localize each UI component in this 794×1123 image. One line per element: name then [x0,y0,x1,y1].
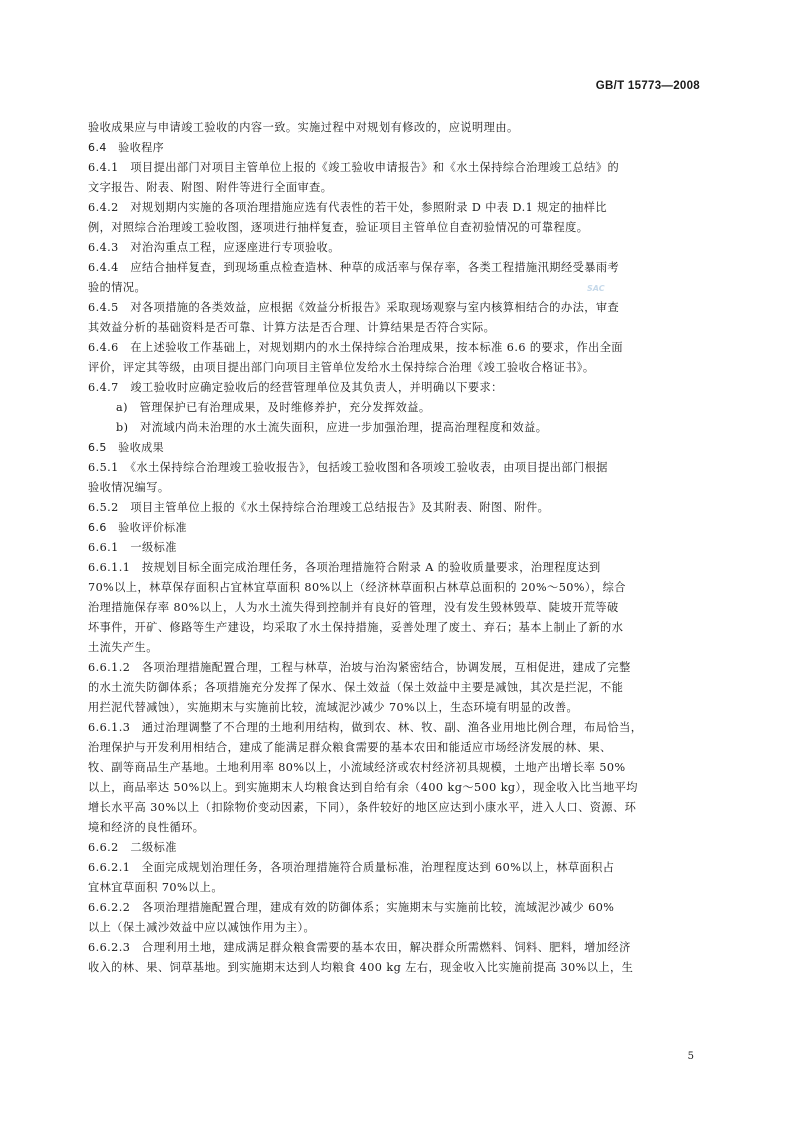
text-line: 6.6.2.1 全面完成规划治理任务，各项治理措施符合质量标准，治理程度达到 60%以上，林草面积占 [88,861,615,874]
text-line: 6.5.1 《水土保持综合治理竣工验收报告》，包括竣工验收图和各项竣工验收表，由项目提出部门根据 [88,461,608,474]
text-line: 6.6.1.1 按规划目标全面完成治理任务，各项治理措施符合附录 A 的验收质量要求，治理程度达到 [88,561,601,574]
text-line: 验收成果应与申请竣工验收的内容一致。实施过程中对规划有修改的，应说明理由。 [88,121,519,134]
text-line: 其效益分析的基础资料是否可靠、计算方法是否合理、计算结果是否符合实际。 [88,321,496,334]
text-line: 70%以上，林草保存面积占宜林宜草面积 80%以上（经济林草面积占林草总面积的 20%～50%），综合 [88,581,626,594]
text-line: 6.4.5 对各项措施的各类效益，应根据《效益分析报告》采取现场观察与室内核算相结合的办法，审查 [88,301,620,314]
text-line: 文字报告、附表、附图、附件等进行全面审查。 [88,181,333,194]
text-line: 境和经济的良性循环。 [88,821,205,834]
standard-code-header: GB/T 15773—2008 [595,80,700,92]
text-line: 增长水平高 30%以上（扣除物价变动因素，下同），条件较好的地区应达到小康水平，进入人口、资源、环 [88,801,637,814]
text-line: 牧、副等商品生产基地。土地利用率 80%以上，小流域经济或农村经济初具规模，土地产出增长率 50% [88,761,626,774]
text-line: 6.6.2.3 合理利用土地，建成满足群众粮食需要的基本农田，解决群众所需燃料、饲料、肥料，增加经济 [88,941,631,954]
text-line: 的水土流失防御体系；各项措施充分发挥了保水、保土效益（保土效益中主要是减蚀，其次是拦泥，不能 [88,681,624,694]
section-heading-6-4: 6.4 验收程序 [88,141,165,154]
text-line: 以上，商品率达 50%以上。到实施期末人均粮食达到自给有余（400 kg～500 kg），现金收入比当地平均 [88,781,638,794]
text-line: 验收情况编写。 [88,481,170,494]
text-line: 验的情况。 [88,281,147,294]
text-line: 例，对照综合治理竣工验收图，逐项进行抽样复查，验证项目主管单位自查初验情况的可靠程度。 [88,221,589,234]
list-item-a: a) 管理保护已有治理成果，及时维修养护，充分发挥效益。 [116,401,431,414]
text-line: 6.6.1.2 各项治理措施配置合理，工程与林草，治坡与治沟紧密结合，协调发展，互相促进，建成了完整 [88,661,631,674]
text-line: 6.4.4 应结合抽样复查，到现场重点检查造林、种草的成活率与保存率，各类工程措施汛期经受暴雨考 [88,261,620,274]
text-line: 6.4.7 竣工验收时应确定验收后的经营管理单位及其负责人，并明确以下要求： [88,381,503,394]
section-heading-6-6: 6.6 验收评价标准 [88,521,187,534]
text-line: 坏事件，开矿、修路等生产建设，均采取了水土保持措施，妥善处理了废土、弃石；基本上制止了新的水 [88,621,624,634]
list-item-b: b) 对流域内尚未治理的水土流失面积，应进一步加强治理，提高治理程度和效益。 [116,421,548,434]
text-line: 6.6.1.3 通过治理调整了不合理的土地利用结构，做到农、林、牧、副、渔各业用地比例合理，布局恰当， [88,721,643,734]
text-line: 以上（保土减沙效益中应以减蚀作用为主）。 [88,921,316,934]
text-line: 6.6.2.2 各项治理措施配置合理，建成有效的防御体系；实施期末与实施前比较，流域泥沙减少 60% [88,901,615,914]
page-number: 5 [687,1051,694,1062]
text-line: 宜林宜草面积 70%以上。 [88,881,223,894]
text-line: 评价，评定其等级，由项目提出部门向项目主管单位发给水土保持综合治理《竣工验收合格证书》。 [88,361,595,374]
text-line: 6.5.2 项目主管单位上报的《水土保持综合治理竣工总结报告》及其附表、附图、附件。 [88,501,550,514]
text-line: 6.6.2 二级标准 [88,841,177,854]
text-line: 6.4.2 对规划期内实施的各项治理措施应选有代表性的若干处，参照附录 D 中表 D.1 规定的抽样比 [88,201,607,214]
text-line: 6.4.3 对治沟重点工程，应逐座进行专项验收。 [88,241,340,254]
text-line: 收入的林、果、饲草基地。到实施期末达到人均粮食 400 kg 左右，现金收入比实施前提高 30%以上，生 [88,961,634,974]
text-line: 6.6.1 一级标准 [88,541,177,554]
section-heading-6-5: 6.5 验收成果 [88,441,165,454]
text-line: 6.4.6 在上述验收工作基础上，对规划期内的水土保持综合治理成果，按本标准 6.6 的要求，作出全面 [88,341,624,354]
text-line: 6.4.1 项目提出部门对项目主管单位上报的《竣工验收申请报告》和《水土保持综合治理竣工总结》的 [88,161,620,174]
text-line: 治理措施保存率 80%以上，人为水土流失得到控制并有良好的管理，没有发生毁林毁草、陡坡开荒等破 [88,601,619,614]
document-body [88,118,706,978]
sac-watermark: SAC [587,284,605,293]
text-line: 治理保护与开发利用相结合，建成了能满足群众粮食需要的基本农田和能适应市场经济发展的林、果、 [88,741,612,754]
text-line: 土流失产生。 [88,641,158,654]
text-line: 用拦泥代替减蚀），实施期末与实施前比较，流域泥沙减少 70%以上，生态环境有明显的改善。 [88,701,579,714]
